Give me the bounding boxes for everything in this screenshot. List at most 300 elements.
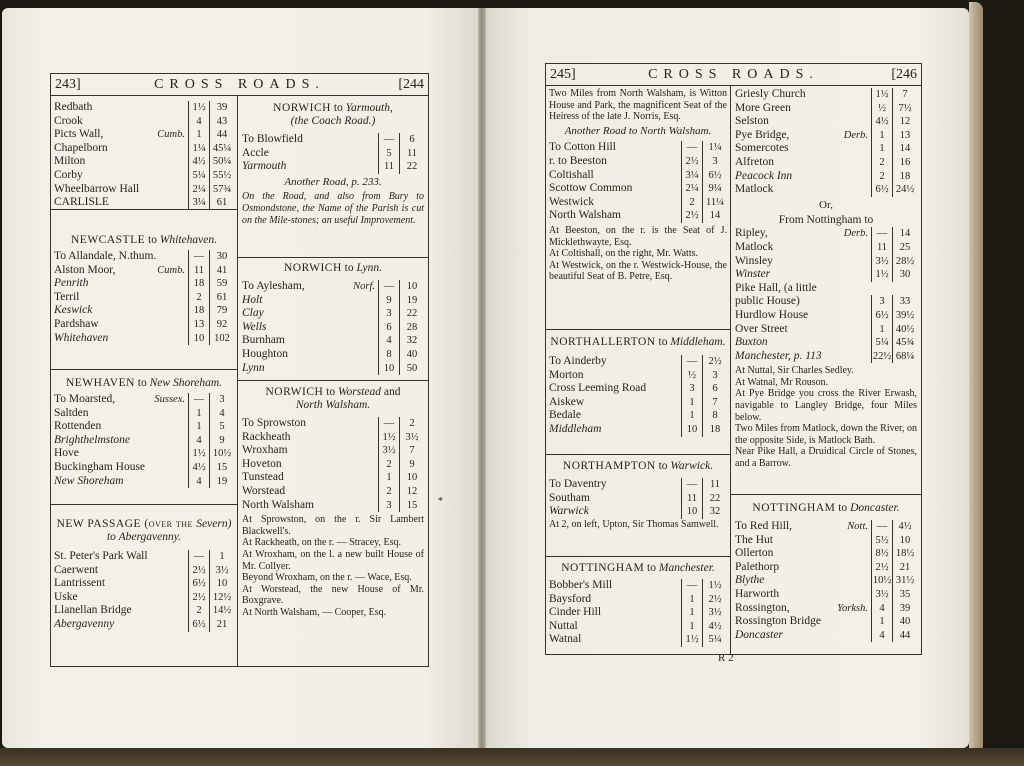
total-miles: 11¼ [702,196,727,210]
section-heading-from: NEWCASTLE [70,234,146,246]
route-row [549,423,727,437]
stage-miles: 2 [871,156,892,170]
newcastle-whitehaven-section: NEWCASTLE to Whitehaven. To Allandale, N.thum. — 30 Alston Moor, Cumb. 11 41 Penrith 18 59 Terril 2 61 Keswick 18 79 Pardshaw 13 92 Whitehaven 10 102 [54,234,234,345]
route-row [54,101,234,115]
total-miles: 13 [892,129,917,143]
total-miles: 40 [892,615,917,629]
place-name: Pardshaw [54,317,99,330]
county-name: Cumb. [157,129,185,141]
place-name: Uske [54,590,78,603]
route-row [735,241,917,255]
route-row [735,282,917,296]
stage-miles: 1 [681,396,702,410]
stage-miles: 11 [681,492,702,506]
route-row [54,420,234,434]
route-row [54,128,234,142]
stage-miles: 2½ [188,564,209,578]
total-miles: 9 [209,434,234,448]
total-miles: 102 [209,332,234,346]
route-row [242,499,424,513]
stage-miles: 2½ [188,591,209,605]
nottingham-manchester-section: NOTTINGHAM to Manchester. Bobber's Mill — 1½ Baysford 1 2½ Cinder Hill 1 3½ Nuttal 1 4½ Watnal 1½ 5¼ [549,562,727,647]
stage-miles: 1½ [681,633,702,647]
place-name: Hurdlow House [735,308,809,321]
county-name: Nott. [847,521,868,532]
total-miles: 3 [702,155,727,169]
stage-miles: 6½ [871,309,892,323]
route-row [54,618,234,632]
route-row [549,382,727,396]
route-row [735,309,917,323]
place-name: Lantrissent [54,577,106,590]
route-row [242,471,424,485]
total-miles: 44 [892,629,917,643]
place-name: Matlock [735,183,774,196]
route-row [735,170,917,184]
place-name: Houghton [242,347,288,360]
total-miles: 7½ [892,102,917,116]
route-row [735,350,917,364]
route-row [549,209,727,223]
place-name: Bedale [549,409,581,422]
page-edges [969,2,983,754]
section-heading-to: Whitehaven. [159,234,217,246]
place-name: Winsley [735,254,773,267]
route-row [549,579,727,593]
stage-miles: 1 [188,128,209,142]
place-name: North Walsham [242,498,315,511]
stage-miles: 1 [188,407,209,421]
left-page-number: 243] [55,76,81,92]
seat-note: At Watnal, Mr Rouson. [735,376,829,388]
route-row [242,431,424,445]
northampton-warwick-section: NORTHAMPTON to Warwick. To Daventry — 11 Southam 11 22 Warwick 10 32 At 2, on left, Upton, Sir Thomas Samwell. [549,460,727,530]
stage-miles: — [871,227,892,241]
place-name: Rossington Bridge [735,615,821,628]
place-name: To Red Hill, [735,520,793,532]
place-name: Wroxham [242,444,288,457]
route-row [242,417,424,431]
stage-miles: 5¼ [871,336,892,350]
place-name: Whitehaven [54,331,109,344]
place-name: Morton [549,368,584,381]
route-row [549,620,727,634]
place-name: Lynn [242,361,265,374]
route-row [242,147,424,161]
place-name: North Walsham [549,209,622,222]
route-row [735,142,917,156]
route-row [54,434,234,448]
route-row [735,336,917,350]
route-row [54,277,234,291]
place-name: Burnham [242,334,285,347]
seat-note: At Beeston, on the r. is the Seat of J. Micklethwayte, Esq. [549,224,727,248]
total-miles: 14 [892,227,917,241]
stage-miles: 4 [871,629,892,643]
route-row [242,334,424,348]
place-name: Griesly Church [735,88,806,100]
place-name: Holt [242,293,263,306]
route-row [549,155,727,169]
route-row [735,323,917,337]
seat-note: At Sprowston, on the r. Sir Lambert Blackwell's. [242,514,424,537]
or-label: Or, [819,198,833,211]
stage-miles: 6½ [871,183,892,197]
place-name: Manchester, p. 113 [735,349,822,362]
seat-note: At Westwick, on the r. Westwick-House, the beautiful Seat of B. Petre, Esq. [549,259,727,283]
stage-miles: 2 [188,604,209,618]
total-miles: 7 [702,396,727,410]
manchester-route-continuation [735,88,917,470]
north-walsham-section [549,88,727,283]
place-name: Brighthelmstone [54,433,131,446]
route-row [549,182,727,196]
route-row [54,604,234,618]
or-from-label: From Nottingham to [778,214,874,227]
stage-miles: 5 [378,147,399,161]
county-name: Cumb. [157,264,185,276]
total-miles: 59 [209,277,234,291]
seat-note: Near Pike Hall, a Druidical Circle of Stones, and a Barrow. [735,446,917,470]
place-name: Westwick [549,195,595,208]
place-name: Nuttal [549,619,578,632]
total-miles: 39½ [892,309,917,323]
section-rule [51,369,237,370]
total-miles: 22 [399,160,424,174]
stage-miles: ½ [681,369,702,383]
seat-note: At North Walsham, — Cooper, Esq. [242,606,387,618]
stage-miles: 18 [188,304,209,318]
total-miles: 7 [399,444,424,458]
route-row [54,447,234,461]
place-name: Harworth [735,587,780,600]
place-name: Cinder Hill [549,606,602,619]
total-miles: 1½ [702,579,727,593]
route-row [735,227,917,241]
witton-house-note: Two Miles from North Walsham, is Witton House and Park, the magnificent Seat of the Heiress of the late J. Norris, Esq. [549,88,727,123]
route-row [549,505,727,519]
stage-miles: 1 [681,606,702,620]
route-row [54,393,234,407]
stage-miles: 1 [681,593,702,607]
route-row [54,183,234,197]
total-miles: 22 [399,307,424,321]
route-row [549,169,727,183]
total-miles: 92 [209,318,234,332]
seat-note: At Wroxham, on the l. a new built House of Mr. Collyer. [242,548,424,572]
column-divider [730,86,731,654]
place-name: More Green [735,101,791,114]
river-name: Severn) [196,518,232,530]
place-name: Alston Moor, [54,263,116,276]
route-row [735,268,917,282]
section-heading-to: to Abergavenny. [106,531,182,543]
left-page-number-right: [244 [398,76,424,92]
route-row [242,444,424,458]
stage-miles: — [378,280,399,294]
section-heading-from: NOTTINGHAM [561,562,645,574]
route-row [54,155,234,169]
place-name: Bobber's Mill [549,579,613,591]
stage-miles: 2½ [681,209,702,223]
stage-miles: 3½ [871,588,892,602]
route-row [54,115,234,129]
total-miles: 12 [399,485,424,499]
right-page-frame [545,63,922,655]
total-miles: 3½ [209,564,234,578]
stage-miles: 10 [378,362,399,376]
stage-miles: 1 [871,615,892,629]
total-miles: 30 [209,250,234,264]
route-row [242,348,424,362]
stage-miles: — [681,478,702,492]
place-name: Wells [242,320,267,333]
route-row [549,606,727,620]
stage-miles: 5¼ [188,169,209,183]
stage-miles: 1 [871,142,892,156]
route-row [549,593,727,607]
stray-ink-mark: * [438,496,443,507]
route-row [54,332,234,346]
place-name: Clay [242,307,264,320]
stage-miles: — [871,520,892,534]
place-name: Corby [54,168,83,181]
total-miles: 2 [399,417,424,431]
section-heading-to: Doncaster. [850,502,900,514]
stage-miles: — [378,417,399,431]
total-miles: 19 [209,475,234,489]
route-row [54,291,234,305]
stage-miles: 1½ [188,447,209,461]
place-name: Cross Leeming Road [549,382,647,395]
stage-miles: 4½ [188,155,209,169]
stage-miles: — [378,133,399,147]
place-name: Baysford [549,592,592,605]
book-gutter [478,8,486,748]
total-miles: 18½ [892,547,917,561]
total-miles: 44 [209,128,234,142]
place-name: Buckingham House [54,460,146,473]
total-miles: 32 [399,334,424,348]
place-name: Milton [54,155,86,168]
place-name: To Sprowston [242,417,307,429]
route-row [54,169,234,183]
stage-miles: 1 [681,409,702,423]
section-heading-to: Manchester. [658,562,715,574]
place-name: The Hut [735,533,774,546]
route-row [242,160,424,174]
route-row [549,409,727,423]
place-name: Watnal [549,633,582,646]
place-name: Wheelbarrow Hall [54,182,140,195]
stage-miles: 4½ [188,461,209,475]
route-row [735,183,917,197]
place-name: Abergavenny [54,617,115,630]
route-row [242,458,424,472]
route-row [735,629,917,643]
stage-miles: — [188,393,209,407]
stage-miles: 2¼ [188,183,209,197]
section-heading-line2: North Walsham. [295,399,371,411]
section-heading-from: NORWICH [283,262,342,274]
place-name: Redbath [54,101,93,113]
place-name: Keswick [54,304,93,317]
stage-miles: 1 [378,471,399,485]
route-row [735,561,917,575]
stage-miles: 2 [188,291,209,305]
stage-miles: — [188,250,209,264]
total-miles: 33 [892,295,917,309]
total-miles: 22 [702,492,727,506]
stage-miles: 2¼ [681,182,702,196]
total-miles: 9 [399,458,424,472]
norwich-yarmouth-section: NORWICH to Yarmouth, (the Coach Road.) To Blowfield — 6 Accle 5 11 Yarmouth 11 22 Another Road, p. 233. On the Road, and also from Bury to Osmondstone, the Name of the Parish is cut on the Mile-stones; an useful Improvement. [242,102,424,226]
route-row [549,369,727,383]
total-miles: 3 [209,393,234,407]
total-miles: 5 [209,420,234,434]
total-miles: 8 [702,409,727,423]
place-name: CARLISLE [54,196,109,209]
route-row [735,534,917,548]
place-name: To Cotton Hill [549,141,616,154]
stage-miles: 2½ [871,561,892,575]
total-miles: 10 [209,577,234,591]
total-miles: 18 [702,423,727,437]
section-heading-to: Yarmouth, [345,102,393,114]
place-name: Accle [242,146,269,159]
place-name: Over Street [735,322,788,335]
total-miles: 2½ [702,593,727,607]
total-miles: 18 [892,170,917,184]
place-name: To Allandale, N.thum. [54,250,157,262]
section-rule [730,494,921,495]
stage-miles: 4 [188,475,209,489]
route-row [549,478,727,492]
stage-miles: 1½ [871,268,892,282]
total-miles: 28½ [892,255,917,269]
total-miles: 10½ [209,447,234,461]
total-miles: 16 [892,156,917,170]
stage-miles: 1¼ [188,142,209,156]
place-name: Selston [735,115,769,128]
place-name: Matlock [735,240,774,253]
stage-miles: 2 [378,485,399,499]
route-row [242,321,424,335]
total-miles: 24½ [892,183,917,197]
place-name: To Moarsted, [54,393,116,405]
route-row [735,255,917,269]
route-row [735,102,917,116]
place-name: Pike Hall, (a little [735,281,817,294]
route-row [735,588,917,602]
section-rule [546,329,730,330]
place-name: Chapelborn [54,141,108,154]
total-miles: 12½ [209,591,234,605]
route-row [735,115,917,129]
route-row [735,602,917,616]
total-miles: 35 [892,588,917,602]
place-name: Ripley, [735,227,768,240]
route-row [242,133,424,147]
place-name: Southam [549,491,590,504]
section-heading-to: Lynn. [356,262,383,274]
seat-note: Beyond Wroxham, on the r. — Wace, Esq. [242,572,412,584]
total-miles: 12 [892,115,917,129]
place-name: To Aylesham, [242,280,305,292]
county-name: Sussex. [154,394,185,405]
county-name: Yorksh. [837,602,868,614]
route-row [54,591,234,605]
section-rule [237,380,428,381]
route-row [242,485,424,499]
place-name: Pye Bridge, [735,128,790,141]
route-row [54,318,234,332]
seat-note: At Worstead, the new House of Mr. Boxgrave. [242,583,424,607]
route-row [735,574,917,588]
stage-miles: 10 [681,505,702,519]
stage-miles: 1½ [871,88,892,102]
total-miles: 61 [209,291,234,305]
place-name: Rossington, [735,601,790,614]
total-miles: 41 [209,264,234,278]
county-name: Derb. [843,228,868,240]
route-row [54,250,234,264]
place-name: Aiskew [549,395,585,408]
section-subheading: (the Coach Road.) [290,115,376,127]
stage-miles: 3 [378,307,399,321]
section-rule [546,454,730,455]
total-miles: 45¾ [892,336,917,350]
total-miles: 3 [702,369,727,383]
place-name: Rottenden [54,420,102,433]
total-miles: 50¼ [209,155,234,169]
total-miles: 11 [399,147,424,161]
place-name: Hove [54,447,79,460]
left-page-frame [50,73,429,667]
place-name: Picts Wall, [54,128,104,141]
route-row [735,156,917,170]
place-name: Scottow Common [549,182,633,195]
another-road-note: Another Road, p. 233. [284,175,382,188]
county-name: Derb. [843,129,868,141]
milestone-note: On the Road, and also from Bury to Osmondstone, the Name of the Parish is cut on the Mile-stones; an useful Improvement. [242,191,424,226]
total-miles: 6½ [702,169,727,183]
total-miles: 45¼ [209,142,234,156]
place-name: Somercotes [735,142,789,155]
seat-note: At Pye Bridge you cross the River Erwash, navigable to Langley Bridge, four Miles below. [735,388,917,423]
route-row [54,196,234,210]
stage-miles: 3 [871,295,892,309]
total-miles: 6 [399,133,424,147]
place-name: Coltishall [549,168,594,181]
total-miles: 31½ [892,574,917,588]
stage-miles: — [681,141,702,155]
stage-miles: 13 [188,318,209,332]
stage-miles: 8 [378,348,399,362]
northallerton-middleham-section: NORTHALLERTON to Middleham. To Ainderby — 2½ Morton ½ 3 Cross Leeming Road 3 6 Aiskew 1 7 Bedale 1 8 Middleham 10 18 [549,336,726,435]
route-row [54,461,234,475]
total-miles: 55½ [209,169,234,183]
stage-miles: 3 [681,382,702,396]
stage-miles: 6½ [188,618,209,632]
section-heading-from: NORTHALLERTON [550,336,656,348]
upton-note: At 2, on left, Upton, Sir Thomas Samwell. [549,518,719,530]
place-name: To Blowfield [242,133,303,145]
total-miles: 3½ [399,431,424,445]
stage-miles: 6 [378,321,399,335]
stage-miles: 3½ [378,444,399,458]
route-row [242,280,424,294]
